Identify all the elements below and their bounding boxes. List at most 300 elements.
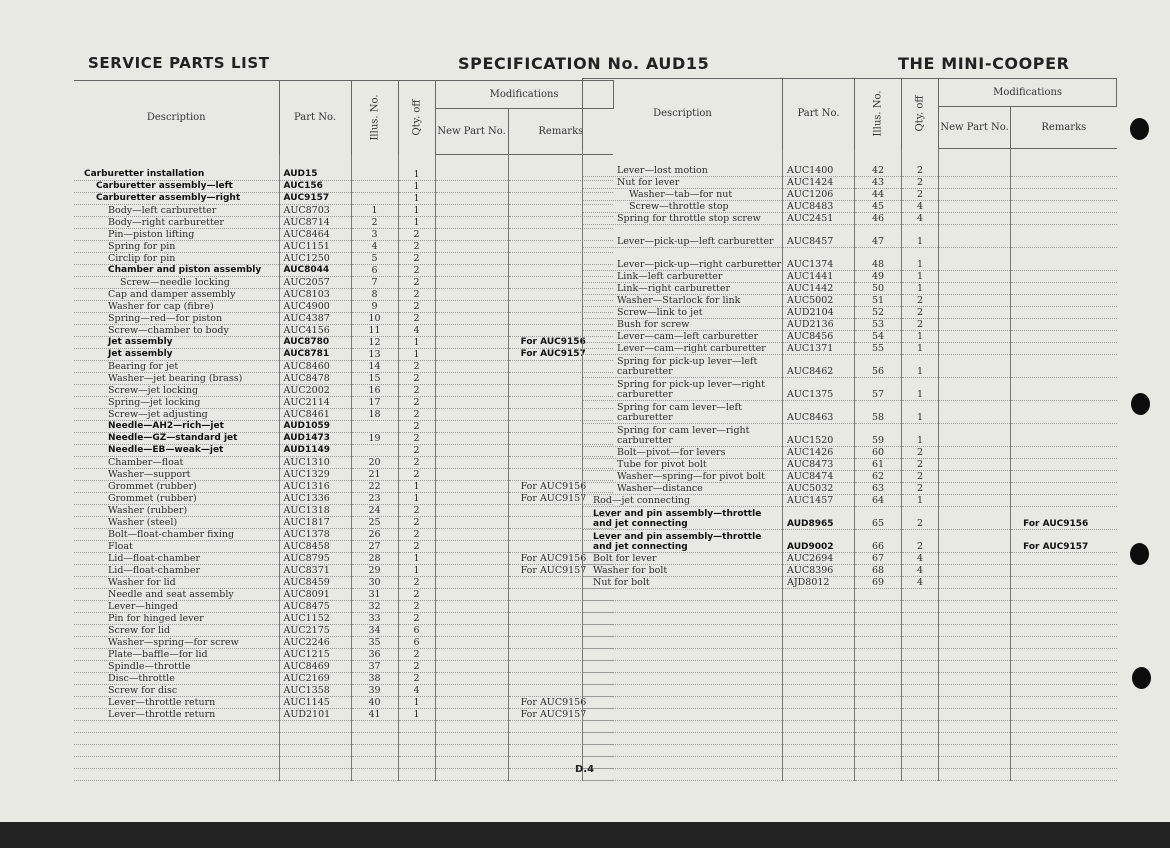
part-number: AUD15 bbox=[279, 169, 351, 181]
empty-cell bbox=[902, 600, 939, 612]
part-number: AUC1520 bbox=[783, 423, 855, 446]
illus-number: 37 bbox=[351, 660, 398, 672]
part-number: AUC8781 bbox=[279, 348, 351, 360]
quantity: 1 bbox=[398, 564, 435, 576]
empty-row bbox=[583, 648, 1117, 660]
table-row bbox=[583, 176, 1117, 188]
part-number: AUC1336 bbox=[279, 492, 351, 504]
part-description: Lever and pin assembly—throttle and jet connecting bbox=[583, 506, 783, 529]
part-description: Screw—throttle stop bbox=[583, 200, 783, 212]
empty-cell bbox=[939, 588, 1011, 600]
empty-cell bbox=[939, 720, 1011, 732]
part-description: Washer—spring—for pivot bolt bbox=[583, 470, 783, 482]
part-description: Washer—spring—for screw bbox=[74, 636, 279, 648]
new-part-number bbox=[435, 528, 508, 540]
empty-cell bbox=[855, 588, 902, 600]
illus-number: 16 bbox=[351, 384, 398, 396]
part-number: AUC8714 bbox=[279, 216, 351, 228]
remarks: For AUC9156 bbox=[508, 696, 613, 708]
empty-cell bbox=[939, 744, 1011, 756]
empty-cell bbox=[855, 708, 902, 720]
part-number: AUD1149 bbox=[279, 444, 351, 456]
empty-cell bbox=[1011, 588, 1117, 600]
part-number: AUC8469 bbox=[279, 660, 351, 672]
empty-cell bbox=[279, 744, 351, 756]
part-description: Lever—throttle return bbox=[74, 708, 279, 720]
quantity: 2 bbox=[902, 458, 939, 470]
table-row bbox=[74, 576, 613, 588]
right-parts-rows bbox=[583, 165, 1117, 781]
quantity: 2 bbox=[398, 528, 435, 540]
empty-cell bbox=[583, 696, 783, 708]
part-number: AUD1059 bbox=[279, 420, 351, 432]
illus-number: 5 bbox=[351, 252, 398, 264]
quantity: 2 bbox=[398, 672, 435, 684]
part-number: AUC1310 bbox=[279, 456, 351, 468]
col-qty-off-right: Qty. off bbox=[902, 79, 939, 149]
header-left: SERVICE PARTS LIST bbox=[88, 54, 270, 72]
table-row bbox=[74, 300, 613, 312]
empty-cell bbox=[398, 720, 435, 732]
empty-cell bbox=[939, 660, 1011, 672]
quantity: 1 bbox=[902, 377, 939, 400]
quantity: 4 bbox=[398, 684, 435, 696]
part-number: AUC8458 bbox=[279, 540, 351, 552]
empty-cell bbox=[902, 696, 939, 708]
new-part-number bbox=[435, 708, 508, 720]
part-description: Grommet (rubber) bbox=[74, 492, 279, 504]
empty-row bbox=[583, 756, 1117, 768]
quantity: 4 bbox=[902, 552, 939, 564]
quantity: 2 bbox=[398, 408, 435, 420]
table-row bbox=[74, 396, 613, 408]
remarks bbox=[1011, 552, 1117, 564]
new-part-number bbox=[435, 516, 508, 528]
empty-row bbox=[74, 732, 613, 744]
empty-cell bbox=[939, 624, 1011, 636]
empty-cell bbox=[279, 756, 351, 768]
quantity: 2 bbox=[398, 312, 435, 324]
empty-cell bbox=[583, 720, 783, 732]
new-part-number bbox=[939, 564, 1011, 576]
part-number: AUC1329 bbox=[279, 468, 351, 480]
table-row bbox=[74, 336, 613, 348]
empty-cell bbox=[583, 684, 783, 696]
header-right: THE MINI-COOPER bbox=[898, 54, 1070, 73]
new-part-number bbox=[435, 348, 508, 360]
new-part-number bbox=[939, 247, 1011, 270]
table-row bbox=[583, 482, 1117, 494]
new-part-number bbox=[435, 216, 508, 228]
part-number: AUD1473 bbox=[279, 432, 351, 444]
part-number: AUC1817 bbox=[279, 516, 351, 528]
illus-number: 57 bbox=[855, 377, 902, 400]
empty-cell bbox=[583, 744, 783, 756]
table-row bbox=[74, 348, 613, 360]
part-description: Bearing for jet bbox=[74, 360, 279, 372]
empty-cell bbox=[783, 660, 855, 672]
illus-number: 26 bbox=[351, 528, 398, 540]
table-row bbox=[583, 494, 1117, 506]
empty-cell bbox=[855, 648, 902, 660]
new-part-number bbox=[435, 576, 508, 588]
table-row bbox=[583, 342, 1117, 354]
empty-cell bbox=[1011, 648, 1117, 660]
table-row bbox=[74, 384, 613, 396]
quantity: 1 bbox=[902, 400, 939, 423]
col-description-right: Description bbox=[583, 79, 783, 149]
new-part-number bbox=[939, 176, 1011, 188]
quantity: 1 bbox=[398, 204, 435, 216]
table-row bbox=[74, 612, 613, 624]
empty-cell bbox=[783, 648, 855, 660]
col-part-no: Part No. bbox=[279, 81, 351, 155]
part-number: AUD2101 bbox=[279, 708, 351, 720]
part-description: Carburetter assembly—right bbox=[74, 192, 279, 204]
quantity: 1 bbox=[398, 492, 435, 504]
illus-number bbox=[351, 420, 398, 432]
empty-cell bbox=[939, 612, 1011, 624]
part-description: Lever—pick-up—right carburetter bbox=[583, 247, 783, 270]
quantity: 2 bbox=[902, 529, 939, 552]
empty-cell bbox=[1011, 600, 1117, 612]
quantity: 1 bbox=[398, 336, 435, 348]
table-row bbox=[74, 660, 613, 672]
part-number: AUC8464 bbox=[279, 228, 351, 240]
remarks: For AUC9157 bbox=[1011, 529, 1117, 552]
illus-number: 18 bbox=[351, 408, 398, 420]
table-row bbox=[583, 506, 1117, 529]
illus-number: 22 bbox=[351, 480, 398, 492]
empty-cell bbox=[74, 768, 279, 780]
illus-number: 17 bbox=[351, 396, 398, 408]
empty-cell bbox=[855, 636, 902, 648]
new-part-number bbox=[435, 252, 508, 264]
quantity: 2 bbox=[398, 660, 435, 672]
remarks bbox=[1011, 188, 1117, 200]
illus-number: 60 bbox=[855, 446, 902, 458]
quantity: 2 bbox=[398, 600, 435, 612]
new-part-number bbox=[435, 276, 508, 288]
empty-cell bbox=[1011, 720, 1117, 732]
empty-cell bbox=[939, 756, 1011, 768]
quantity: 2 bbox=[398, 252, 435, 264]
new-part-number bbox=[435, 504, 508, 516]
illus-number: 34 bbox=[351, 624, 398, 636]
illus-number: 41 bbox=[351, 708, 398, 720]
new-part-number bbox=[939, 377, 1011, 400]
remarks bbox=[1011, 446, 1117, 458]
quantity: 1 bbox=[398, 552, 435, 564]
part-description: Washer (steel) bbox=[74, 516, 279, 528]
quantity: 4 bbox=[902, 212, 939, 224]
part-description: Lid—float-chamber bbox=[74, 564, 279, 576]
part-number: AUC4156 bbox=[279, 324, 351, 336]
illus-number: 29 bbox=[351, 564, 398, 576]
illus-number: 4 bbox=[351, 240, 398, 252]
part-number: AUD2136 bbox=[783, 318, 855, 330]
quantity: 1 bbox=[902, 247, 939, 270]
illus-number: 24 bbox=[351, 504, 398, 516]
part-description: Nut for bolt bbox=[583, 576, 783, 588]
new-part-number bbox=[435, 360, 508, 372]
table-row bbox=[74, 228, 613, 240]
illus-number: 69 bbox=[855, 576, 902, 588]
empty-cell bbox=[939, 708, 1011, 720]
illus-number: 44 bbox=[855, 188, 902, 200]
illus-number: 36 bbox=[351, 648, 398, 660]
page-number: D.4 bbox=[575, 764, 595, 775]
quantity: 1 bbox=[398, 348, 435, 360]
table-row bbox=[74, 564, 613, 576]
empty-cell bbox=[783, 768, 855, 780]
table-row bbox=[583, 200, 1117, 212]
new-part-number bbox=[939, 400, 1011, 423]
illus-number: 58 bbox=[855, 400, 902, 423]
new-part-number bbox=[435, 169, 508, 181]
part-description: Lever—throttle return bbox=[74, 696, 279, 708]
illus-number: 52 bbox=[855, 306, 902, 318]
empty-cell bbox=[902, 720, 939, 732]
part-number: AUC8461 bbox=[279, 408, 351, 420]
empty-cell bbox=[902, 684, 939, 696]
part-number: AUC1441 bbox=[783, 270, 855, 282]
new-part-number bbox=[435, 372, 508, 384]
new-part-number bbox=[939, 470, 1011, 482]
part-number: AUC5032 bbox=[783, 482, 855, 494]
quantity: 1 bbox=[902, 494, 939, 506]
quantity: 2 bbox=[398, 588, 435, 600]
part-description: Plate—baffle—for lid bbox=[74, 648, 279, 660]
table-row bbox=[74, 468, 613, 480]
part-description: Pin—piston lifting bbox=[74, 228, 279, 240]
empty-cell bbox=[902, 708, 939, 720]
empty-cell bbox=[783, 588, 855, 600]
remarks bbox=[1011, 294, 1117, 306]
table-row bbox=[74, 480, 613, 492]
col-new-part-no-right: New Part No. bbox=[939, 107, 1011, 149]
new-part-number bbox=[939, 482, 1011, 494]
illus-number: 48 bbox=[855, 247, 902, 270]
part-number: AUC8091 bbox=[279, 588, 351, 600]
illus-number: 10 bbox=[351, 312, 398, 324]
part-number: AUC8475 bbox=[279, 600, 351, 612]
quantity: 2 bbox=[398, 228, 435, 240]
part-description: Needle—EB—weak—jet bbox=[74, 444, 279, 456]
part-description: Washer—Starlock for link bbox=[583, 294, 783, 306]
col-illus-no: Illus. No. bbox=[351, 81, 398, 155]
quantity: 2 bbox=[398, 300, 435, 312]
part-number: AUC1374 bbox=[783, 247, 855, 270]
remarks: For AUC9157 bbox=[508, 348, 613, 360]
empty-cell bbox=[583, 672, 783, 684]
new-part-number bbox=[435, 648, 508, 660]
empty-cell bbox=[279, 720, 351, 732]
empty-cell bbox=[351, 744, 398, 756]
part-description: Lever and pin assembly—throttle and jet connecting bbox=[583, 529, 783, 552]
part-description: Lever—cam—left carburetter bbox=[583, 330, 783, 342]
empty-cell bbox=[1011, 708, 1117, 720]
quantity: 6 bbox=[398, 624, 435, 636]
empty-cell bbox=[1011, 768, 1117, 780]
remarks bbox=[1011, 470, 1117, 482]
part-number: AUC1358 bbox=[279, 684, 351, 696]
new-part-number bbox=[435, 420, 508, 432]
empty-row bbox=[74, 756, 613, 768]
illus-number: 56 bbox=[855, 354, 902, 377]
part-number: AUC8456 bbox=[783, 330, 855, 342]
empty-cell bbox=[902, 756, 939, 768]
part-description: Float bbox=[74, 540, 279, 552]
empty-cell bbox=[939, 636, 1011, 648]
part-description: Needle—GZ—standard jet bbox=[74, 432, 279, 444]
empty-cell bbox=[902, 588, 939, 600]
illus-number: 31 bbox=[351, 588, 398, 600]
table-row bbox=[583, 294, 1117, 306]
quantity: 2 bbox=[902, 294, 939, 306]
empty-cell bbox=[939, 600, 1011, 612]
part-number: AUC2246 bbox=[279, 636, 351, 648]
illus-number: 28 bbox=[351, 552, 398, 564]
part-number: AUC1151 bbox=[279, 240, 351, 252]
table-row bbox=[583, 446, 1117, 458]
part-description: Chamber and piston assembly bbox=[74, 264, 279, 276]
part-description: Nut for lever bbox=[583, 176, 783, 188]
illus-number: 66 bbox=[855, 529, 902, 552]
empty-cell bbox=[583, 624, 783, 636]
new-part-number bbox=[939, 446, 1011, 458]
part-description: Lever—pick-up—left carburetter bbox=[583, 224, 783, 247]
part-number: AUC8780 bbox=[279, 336, 351, 348]
part-description: Spring for pick-up lever—left carburetter bbox=[583, 354, 783, 377]
new-part-number bbox=[939, 506, 1011, 529]
illus-number: 20 bbox=[351, 456, 398, 468]
remarks bbox=[1011, 270, 1117, 282]
illus-number: 23 bbox=[351, 492, 398, 504]
empty-cell bbox=[279, 768, 351, 780]
empty-cell bbox=[1011, 624, 1117, 636]
empty-row bbox=[74, 744, 613, 756]
new-part-number bbox=[939, 423, 1011, 446]
remarks bbox=[1011, 200, 1117, 212]
illus-number: 9 bbox=[351, 300, 398, 312]
remarks: For AUC9157 bbox=[508, 564, 613, 576]
table-row bbox=[74, 588, 613, 600]
part-number: AJD8012 bbox=[783, 576, 855, 588]
new-part-number bbox=[435, 564, 508, 576]
new-part-number bbox=[435, 192, 508, 204]
part-description: Carburetter assembly—left bbox=[74, 180, 279, 192]
table-row bbox=[583, 470, 1117, 482]
illus-number: 19 bbox=[351, 432, 398, 444]
empty-cell bbox=[279, 732, 351, 744]
part-description: Grommet (rubber) bbox=[74, 480, 279, 492]
table-row bbox=[583, 318, 1117, 330]
new-part-number bbox=[435, 432, 508, 444]
illus-number: 53 bbox=[855, 318, 902, 330]
left-parts-table bbox=[74, 80, 614, 781]
table-row bbox=[74, 408, 613, 420]
remarks bbox=[1011, 176, 1117, 188]
illus-number: 50 bbox=[855, 282, 902, 294]
table-row bbox=[74, 636, 613, 648]
col-modifications: Modifications bbox=[435, 81, 613, 109]
quantity: 2 bbox=[398, 384, 435, 396]
part-number: AUC5002 bbox=[783, 294, 855, 306]
empty-cell bbox=[783, 636, 855, 648]
new-part-number bbox=[435, 660, 508, 672]
new-part-number bbox=[435, 228, 508, 240]
empty-cell bbox=[855, 624, 902, 636]
part-description: Body—left carburetter bbox=[74, 204, 279, 216]
empty-row bbox=[583, 600, 1117, 612]
part-number: AUC156 bbox=[279, 180, 351, 192]
empty-cell bbox=[1011, 696, 1117, 708]
part-description: Washer—distance bbox=[583, 482, 783, 494]
illus-number: 38 bbox=[351, 672, 398, 684]
part-number: AUC8462 bbox=[783, 354, 855, 377]
quantity: 2 bbox=[398, 432, 435, 444]
illus-number: 59 bbox=[855, 423, 902, 446]
table-row bbox=[74, 648, 613, 660]
part-description: Spindle—throttle bbox=[74, 660, 279, 672]
new-part-number bbox=[435, 468, 508, 480]
new-part-number bbox=[939, 552, 1011, 564]
part-description: Link—right carburetter bbox=[583, 282, 783, 294]
part-description: Tube for pivot bolt bbox=[583, 458, 783, 470]
part-number: AUC8396 bbox=[783, 564, 855, 576]
part-description: Washer—jet bearing (brass) bbox=[74, 372, 279, 384]
new-part-number bbox=[435, 336, 508, 348]
illus-number: 35 bbox=[351, 636, 398, 648]
new-part-number bbox=[435, 300, 508, 312]
part-number: AUC2451 bbox=[783, 212, 855, 224]
empty-row bbox=[74, 768, 613, 780]
empty-cell bbox=[74, 732, 279, 744]
col-part-no-right: Part No. bbox=[783, 79, 855, 149]
quantity: 2 bbox=[902, 318, 939, 330]
illus-number: 42 bbox=[855, 165, 902, 177]
new-part-number bbox=[939, 494, 1011, 506]
new-part-number bbox=[435, 588, 508, 600]
illus-number: 6 bbox=[351, 264, 398, 276]
table-row bbox=[583, 423, 1117, 446]
table-row bbox=[74, 312, 613, 324]
table-row bbox=[74, 360, 613, 372]
part-description: Needle and seat assembly bbox=[74, 588, 279, 600]
quantity: 1 bbox=[398, 708, 435, 720]
empty-row bbox=[583, 588, 1117, 600]
new-part-number bbox=[435, 456, 508, 468]
part-number: AUC1442 bbox=[783, 282, 855, 294]
table-row bbox=[74, 169, 613, 181]
part-number: AUC8463 bbox=[783, 400, 855, 423]
part-number: AUC8044 bbox=[279, 264, 351, 276]
empty-cell bbox=[74, 756, 279, 768]
part-description: Screw—needle locking bbox=[74, 276, 279, 288]
quantity: 1 bbox=[398, 180, 435, 192]
illus-number: 43 bbox=[855, 176, 902, 188]
part-description: Chamber—float bbox=[74, 456, 279, 468]
illus-number: 62 bbox=[855, 470, 902, 482]
table-row bbox=[583, 400, 1117, 423]
table-row bbox=[74, 372, 613, 384]
part-description: Bolt—float-chamber fixing bbox=[74, 528, 279, 540]
new-part-number bbox=[435, 600, 508, 612]
empty-cell bbox=[902, 636, 939, 648]
empty-cell bbox=[939, 672, 1011, 684]
new-part-number bbox=[435, 696, 508, 708]
